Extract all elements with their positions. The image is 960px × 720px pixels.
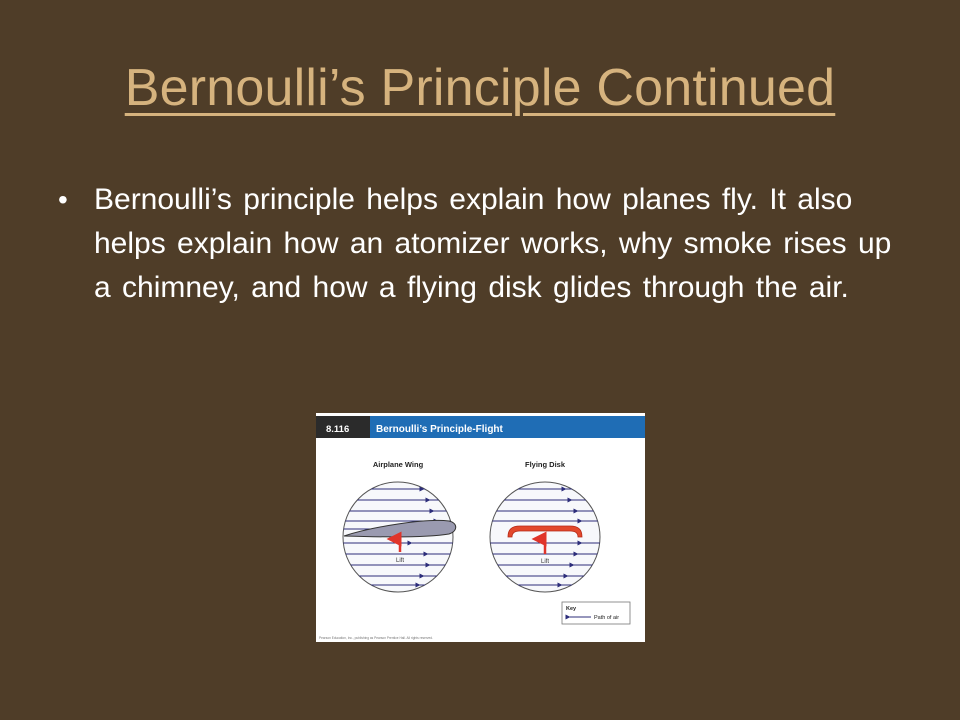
airplane-wing-label: Airplane Wing [372, 460, 424, 469]
bernoulli-flight-figure [316, 413, 645, 642]
figure-credit: Pearson Education, Inc., publishing as Pearson Prentice Hall. All rights reserved. [319, 636, 433, 640]
figure-heading: Bernoulli’s Principle-Flight [376, 424, 503, 435]
bullet-text: Bernoulli’s principle helps explain how planes fly. It also helps explain how an atomizer works, why smoke rises up a chimney, and how a flying disk glides through the air. [94, 183, 892, 304]
figure-key [562, 602, 630, 624]
lift-label-left: Lift [395, 558, 405, 564]
bullet-list [58, 178, 908, 310]
lift-label-right: Lift [540, 559, 550, 565]
slide-title: Bernoulli’s Principle Continued [124, 59, 836, 117]
figure-number: 8.116 [326, 424, 350, 435]
flying-disk-diagram [486, 482, 604, 592]
figure-svg [316, 413, 645, 642]
key-item-label: Path of air [594, 615, 620, 621]
key-title: Key [566, 606, 577, 612]
airplane-wing-diagram [338, 482, 456, 592]
bullet-marker: • [58, 184, 68, 215]
flying-disk-label: Flying Disk [524, 460, 566, 469]
